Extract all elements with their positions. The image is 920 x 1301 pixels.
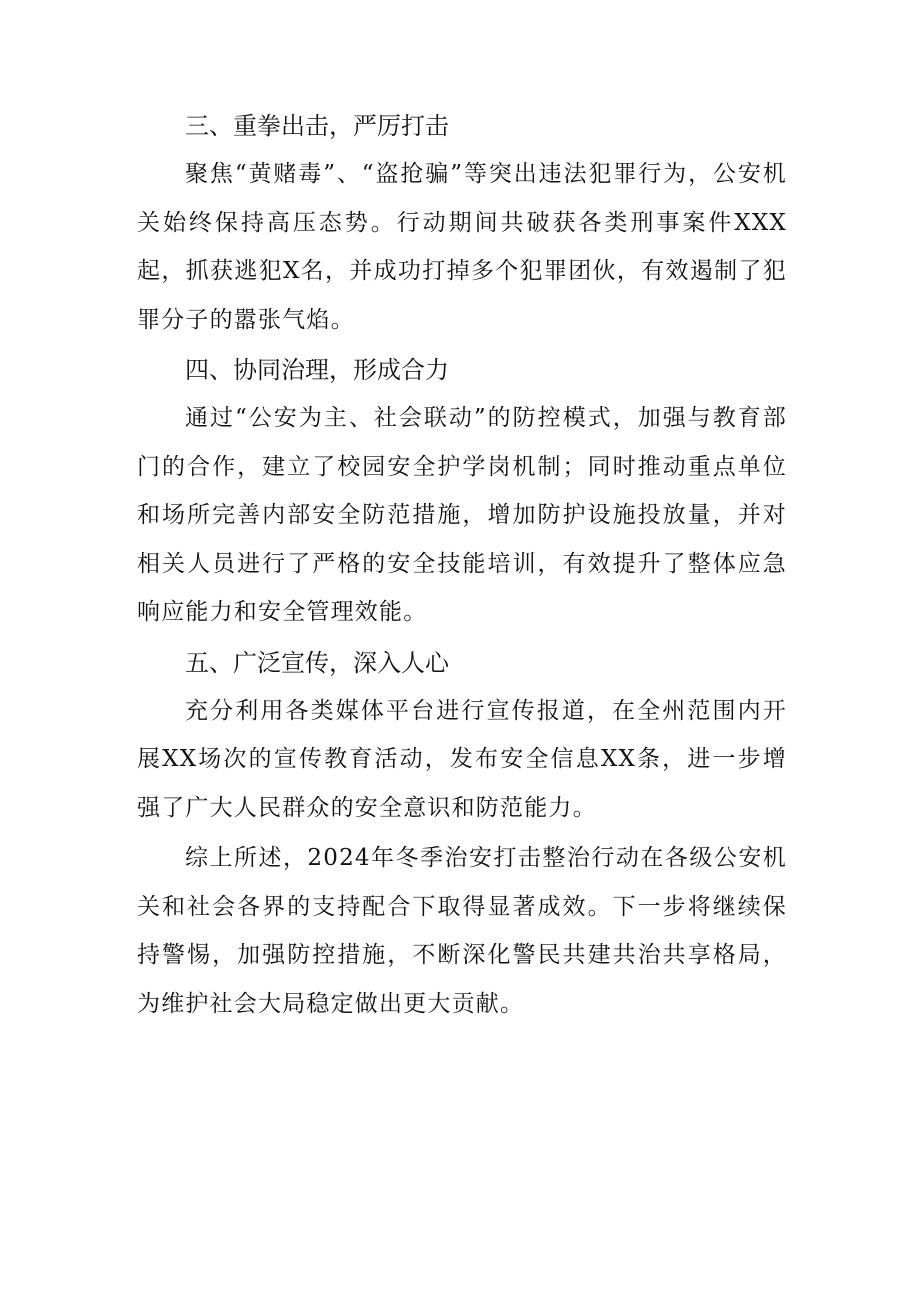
conclusion-paragraph: 综上所述，2024年冬季治安打击整治行动在各级公安机关和社会各界的支持配合下取得显著成效。下一步将继续保持警惕，加强防控措施，不断深化警民共建共治共享格局，为维护社会大局稳定做出更大贡献。 xyxy=(137,845,787,1017)
document-body xyxy=(137,102,787,1030)
section-paragraph-5: 充分利用各类媒体平台进行宣传报道，在全州范围内开展XX场次的宣传教育活动，发布安全信息XX条，进一步增强了广大人民群众的安全意识和防范能力。 xyxy=(137,697,787,821)
section-heading-5: 五、广泛宣传，深入人心 xyxy=(185,648,449,677)
section-heading-4: 四、协同治理，形成合力 xyxy=(185,356,449,384)
section-heading-3: 三、重拳出击，严厉打击 xyxy=(185,112,449,140)
section-paragraph-3: 聚焦“黄赌毒”、“盗抢骗”等突出违法犯罪行为，公安机关始终保持高压态势。行动期间共破获各类刑事案件XXX起，抓获逃犯X名，并成功打掉多个犯罪团伙，有效遏制了犯罪分子的嚣张气焰。 xyxy=(137,161,787,333)
section-paragraph-4: 通过“公安为主、社会联动”的防控模式，加强与教育部门的合作，建立了校园安全护学岗机制；同时推动重点单位和场所完善内部安全防范措施，增加防护设施投放量，并对相关人员进行了严格的安全技能培训，有效提升了整体应急响应能力和安全管理效能。 xyxy=(137,405,787,625)
